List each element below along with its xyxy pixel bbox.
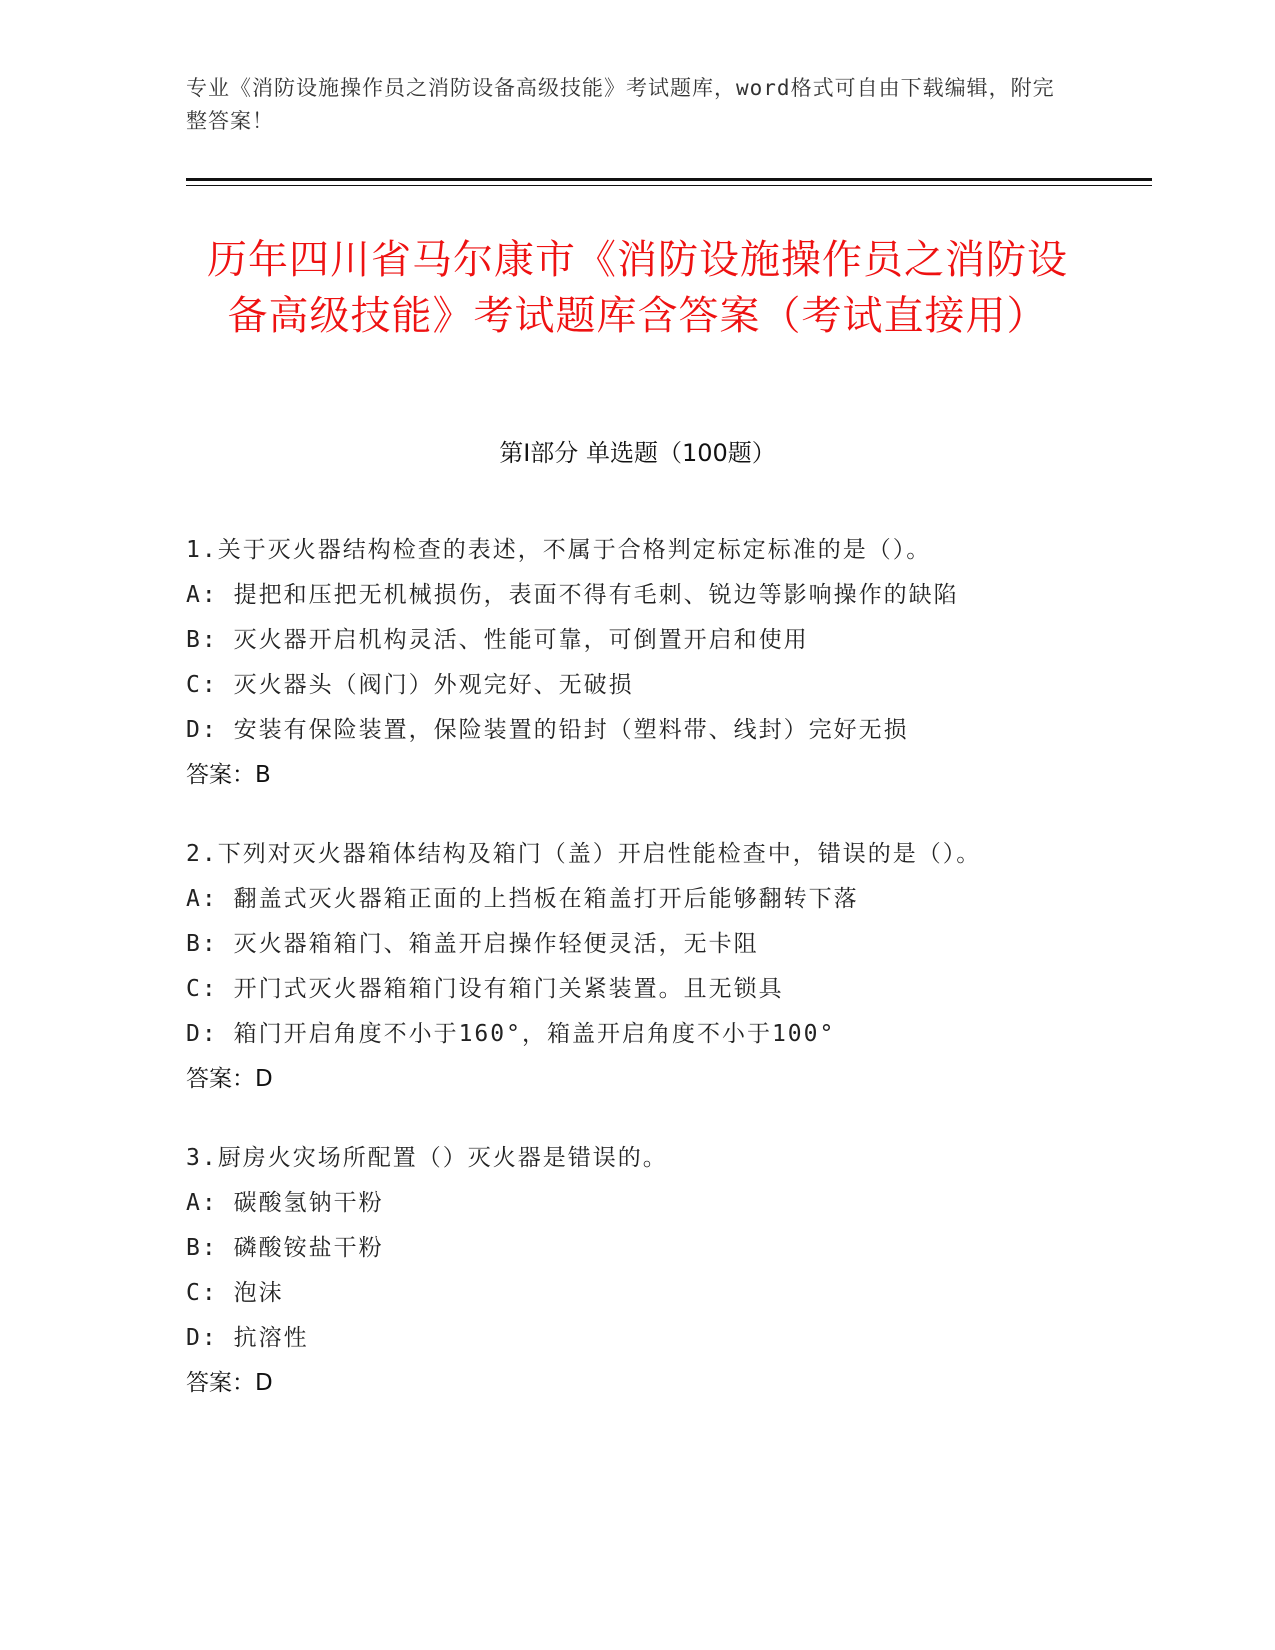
- option-c: [186, 663, 1066, 708]
- option-text: 提把和压把无机械损伤，表面不得有毛刺、锐边等影响操作的缺陷: [233, 582, 959, 608]
- option-letter: B:: [186, 931, 218, 957]
- option-b: [186, 1226, 1066, 1271]
- document-title: 历年四川省马尔康市《消防设施操作员之消防设备高级技能》考试题库含答案（考试直接用）: [207, 237, 1068, 339]
- option-letter: C:: [186, 1280, 218, 1306]
- option-a: [186, 573, 1066, 618]
- header-divider-thin: [186, 185, 1152, 186]
- option-letter: B:: [186, 1235, 218, 1261]
- option-a: [186, 1181, 1066, 1226]
- option-letter: B:: [186, 627, 218, 653]
- option-text: 磷酸铵盐干粉: [233, 1235, 384, 1261]
- option-letter: A:: [186, 582, 218, 608]
- option-letter: A:: [186, 886, 218, 912]
- question-1: [186, 528, 1066, 798]
- option-text: 箱门开启角度不小于160°，箱盖开启角度不小于100°: [233, 1021, 836, 1047]
- option-letter: D:: [186, 717, 218, 743]
- answer-line: 答案：B: [186, 762, 271, 788]
- option-letter: C:: [186, 976, 218, 1002]
- option-letter: D:: [186, 1021, 218, 1047]
- option-text: 泡沫: [233, 1280, 284, 1306]
- option-text: 开门式灭火器箱箱门设有箱门关紧装置。且无锁具: [233, 976, 784, 1002]
- option-d: [186, 1012, 1066, 1057]
- question-list: [186, 528, 1066, 1440]
- option-text: 碳酸氢钠干粉: [233, 1190, 384, 1216]
- option-text: 灭火器开启机构灵活、性能可靠，可倒置开启和使用: [233, 627, 809, 653]
- option-b: [186, 618, 1066, 663]
- option-text: 翻盖式灭火器箱正面的上挡板在箱盖打开后能够翻转下落: [233, 886, 859, 912]
- answer-line: 答案：D: [186, 1066, 273, 1092]
- answer-line: 答案：D: [186, 1370, 273, 1396]
- option-text: 抗溶性: [233, 1325, 309, 1351]
- option-text: 灭火器头（阀门）外观完好、无破损: [233, 672, 634, 698]
- question-2: [186, 832, 1066, 1102]
- option-a: [186, 877, 1066, 922]
- section-title: 第I部分 单选题（100题）: [499, 439, 776, 467]
- question-stem: 1.关于灭火器结构检查的表述，不属于合格判定标定标准的是（）。: [186, 537, 932, 563]
- option-d: [186, 708, 1066, 753]
- question-stem: 2.下列对灭火器箱体结构及箱门（盖）开启性能检查中，错误的是（）。: [186, 841, 982, 867]
- option-c: [186, 1271, 1066, 1316]
- option-d: [186, 1316, 1066, 1361]
- option-b: [186, 922, 1066, 967]
- option-letter: D:: [186, 1325, 218, 1351]
- header-divider-thick: [186, 178, 1152, 181]
- option-c: [186, 967, 1066, 1012]
- option-letter: C:: [186, 672, 218, 698]
- header-note: 专业《消防设施操作员之消防设备高级技能》考试题库，word格式可自由下载编辑，附完整答案！: [186, 76, 1055, 133]
- question-3: [186, 1136, 1066, 1406]
- option-text: 灭火器箱箱门、箱盖开启操作轻便灵活，无卡阻: [233, 931, 759, 957]
- question-stem: 3.厨房火灾场所配置（）灭火器是错误的。: [186, 1145, 668, 1171]
- option-letter: A:: [186, 1190, 218, 1216]
- option-text: 安装有保险装置，保险装置的铅封（塑料带、线封）完好无损: [233, 717, 909, 743]
